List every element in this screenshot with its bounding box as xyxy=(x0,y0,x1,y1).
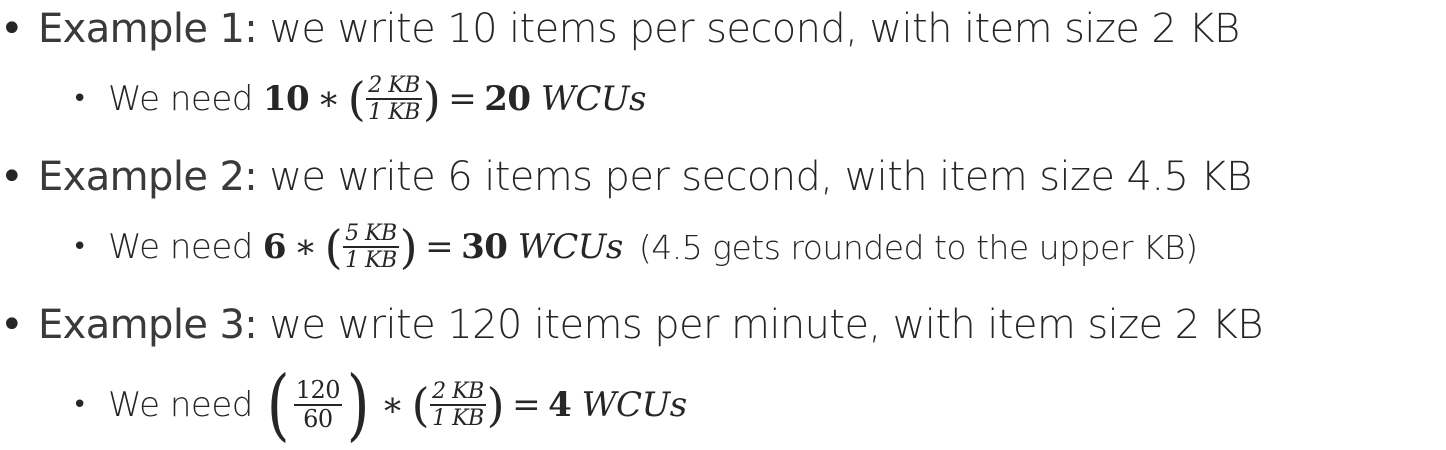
bullet-icon: • xyxy=(0,154,23,200)
bullet-icon: • xyxy=(0,302,23,348)
right-big-paren: ) xyxy=(346,360,370,450)
example-1-lead: We need xyxy=(108,79,253,120)
times-symbol: ∗ xyxy=(381,385,404,425)
times-symbol: ∗ xyxy=(317,79,340,120)
example-1-multiplier: 10 xyxy=(262,79,310,120)
rate-denominator: 60 xyxy=(303,405,333,433)
example-1-bullet xyxy=(0,6,1240,52)
fraction-denominator: 1 KB xyxy=(368,100,420,126)
example-1-statement: we write 10 items per second, with item size 2 KB xyxy=(269,6,1240,52)
equals-symbol: = xyxy=(448,79,477,120)
example-2-rounding-note: (4.5 gets rounded to the upper KB) xyxy=(638,227,1198,267)
example-3-bullet xyxy=(0,302,1263,348)
fraction-denominator: 1 KB xyxy=(432,406,484,431)
example-2-fraction xyxy=(343,222,399,272)
example-3-statement: we write 120 items per minute, with item size 2 KB xyxy=(269,302,1263,348)
example-3-formula xyxy=(263,360,687,450)
left-paren: ( xyxy=(411,378,430,432)
fraction-numerator: 2 KB xyxy=(430,380,486,406)
example-3-result-value: 4 xyxy=(548,385,572,425)
example-2-detail xyxy=(72,220,1198,275)
example-2-statement: we write 6 items per second, with item size 4.5 KB xyxy=(269,154,1252,200)
example-2-bullet xyxy=(0,154,1252,200)
example-3-detail xyxy=(72,360,687,450)
example-2-heading: Example 2: xyxy=(38,154,258,200)
times-symbol: ∗ xyxy=(294,227,317,268)
right-paren: ) xyxy=(422,72,441,127)
right-paren: ) xyxy=(486,378,505,432)
example-2-result-value: 30 xyxy=(461,227,508,268)
example-3-lead: We need xyxy=(108,385,253,425)
fraction-numerator: 5 KB xyxy=(343,222,399,248)
left-paren: ( xyxy=(347,72,366,127)
example-3-fraction xyxy=(430,380,486,430)
example-3-heading: Example 3: xyxy=(38,302,258,348)
left-paren: ( xyxy=(324,220,343,275)
example-3-rate-fraction xyxy=(294,375,342,433)
example-3-result-unit: WCUs xyxy=(581,385,687,425)
left-big-paren: ( xyxy=(266,360,290,450)
bullet-icon: • xyxy=(0,6,23,52)
example-1-result-value: 20 xyxy=(484,79,531,120)
sub-bullet-icon: • xyxy=(72,84,87,115)
example-2-result-unit: WCUs xyxy=(517,227,623,268)
right-paren: ) xyxy=(399,220,418,275)
example-2-lead: We need xyxy=(108,227,253,268)
example-1-fraction xyxy=(366,74,422,124)
sub-bullet-icon: • xyxy=(72,232,87,263)
example-1-result-unit: WCUs xyxy=(540,79,646,120)
example-2-formula xyxy=(262,220,623,275)
fraction-denominator: 1 KB xyxy=(345,248,397,274)
example-2-multiplier: 6 xyxy=(262,227,286,268)
equals-symbol: = xyxy=(512,385,541,425)
fraction-numerator: 2 KB xyxy=(366,74,422,100)
example-1-detail xyxy=(72,72,646,127)
example-1-formula xyxy=(262,72,646,127)
equals-symbol: = xyxy=(425,227,454,268)
sub-bullet-icon: • xyxy=(72,390,87,420)
example-1-heading: Example 1: xyxy=(38,6,258,52)
rate-numerator: 120 xyxy=(294,378,342,406)
